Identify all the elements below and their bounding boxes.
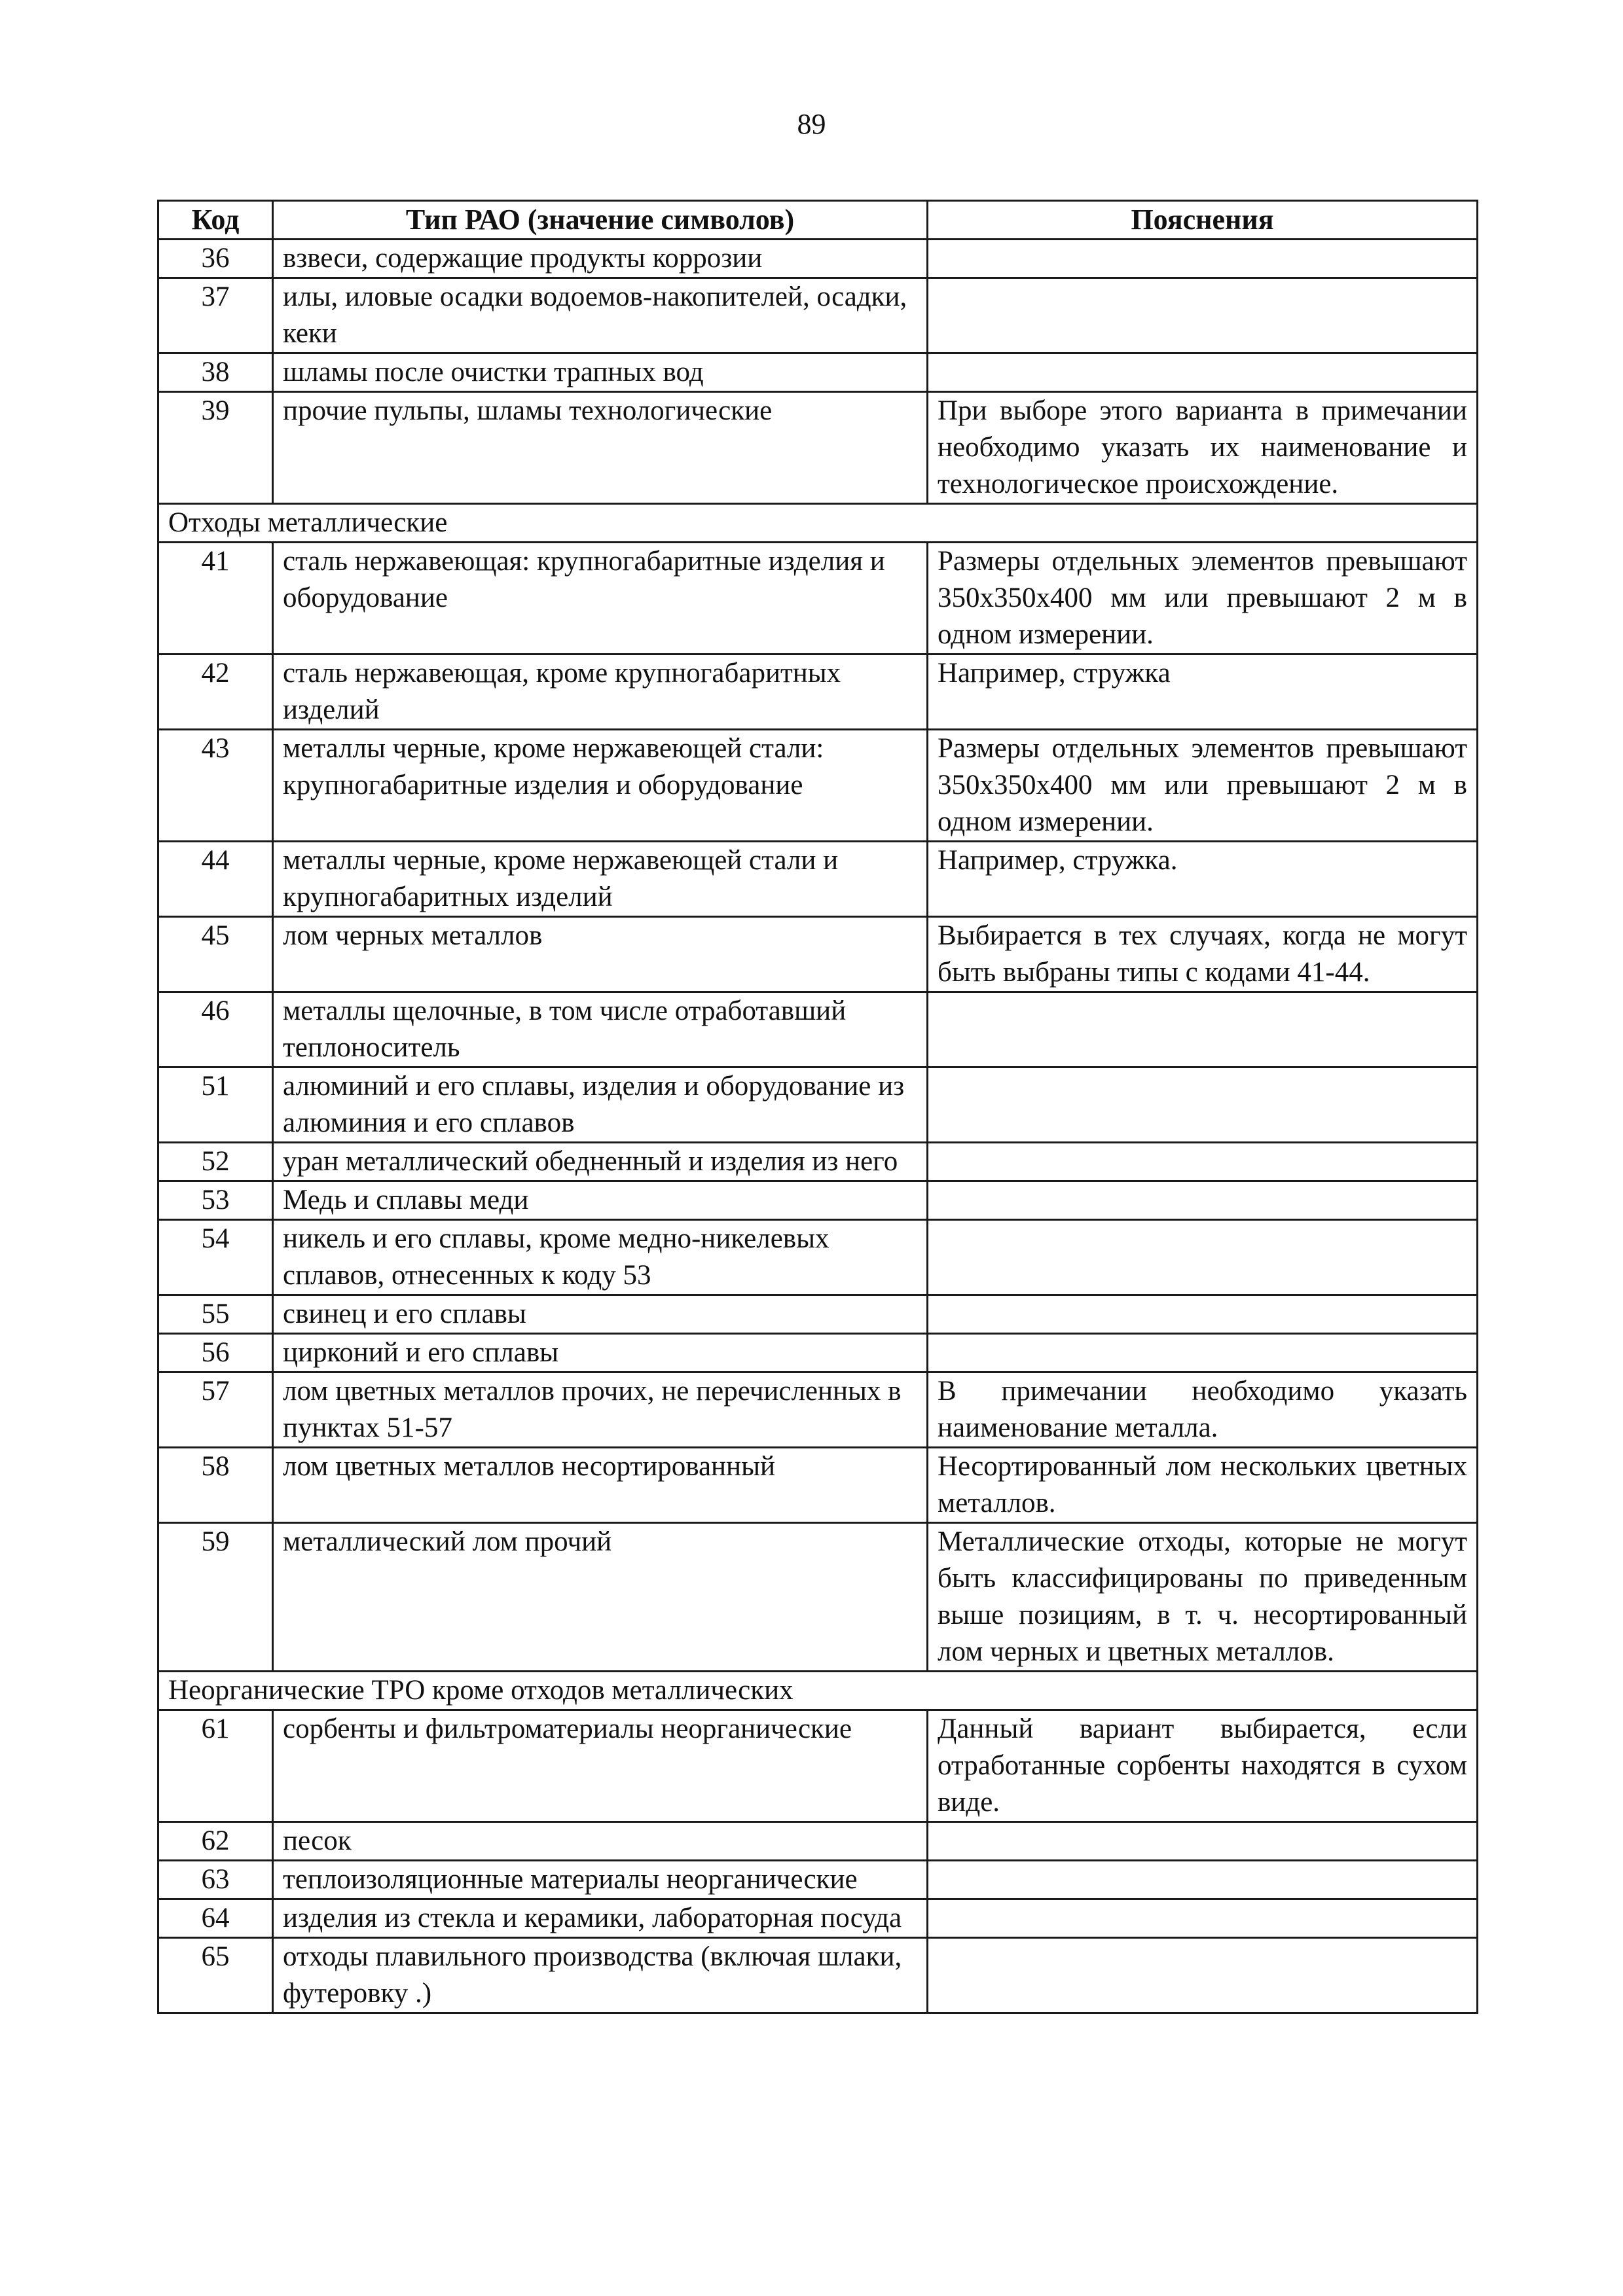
table-body [158,240,1478,2013]
table-row [158,842,1478,917]
notes-cell: При выборе этого варианта в примечании необходимо указать их наименование и технологическое происхождение. [928,392,1478,504]
code-cell: 57 [158,1372,273,1448]
table-row [158,1822,1478,1861]
table-row [158,1067,1478,1143]
code-cell: 36 [158,240,273,278]
notes-cell [928,1938,1478,2013]
table-row [158,1295,1478,1334]
code-cell: 61 [158,1710,273,1822]
section-row [158,1672,1478,1710]
type-cell: лом черных металлов [273,917,928,992]
notes-cell [928,1861,1478,1899]
code-cell: 51 [158,1067,273,1143]
code-cell: 42 [158,655,273,730]
table-row [158,1899,1478,1938]
notes-cell [928,1067,1478,1143]
notes-cell [928,1295,1478,1334]
code-cell: 45 [158,917,273,992]
type-cell: сталь нержавеющая, кроме крупногабаритных изделий [273,655,928,730]
notes-cell [928,1334,1478,1372]
notes-cell [928,1143,1478,1181]
table-row [158,992,1478,1067]
page-number: 89 [797,108,826,140]
code-cell: 65 [158,1938,273,2013]
notes-cell: Выбирается в тех случаях, когда не могут быть выбраны типы с кодами 41-44. [928,917,1478,992]
code-cell: 41 [158,543,273,655]
table-row [158,278,1478,353]
code-cell: 38 [158,353,273,392]
table-row [158,1448,1478,1523]
type-cell: металлический лом прочий [273,1523,928,1672]
table-header-row [158,201,1478,240]
notes-cell [928,1220,1478,1295]
type-cell: цирконий и его сплавы [273,1334,928,1372]
type-cell: теплоизоляционные материалы неорганические [273,1861,928,1899]
code-cell: 64 [158,1899,273,1938]
type-cell: лом цветных металлов прочих, не перечисленных в пунктах 51-57 [273,1372,928,1448]
table-row [158,1181,1478,1220]
notes-cell: Например, стружка [928,655,1478,730]
type-cell: Медь и сплавы меди [273,1181,928,1220]
table-row [158,1143,1478,1181]
table-row [158,1523,1478,1672]
code-cell: 53 [158,1181,273,1220]
code-cell: 63 [158,1861,273,1899]
type-cell: отходы плавильного производства (включая шлаки, футеровку .) [273,1938,928,2013]
code-cell: 55 [158,1295,273,1334]
table-row [158,1710,1478,1822]
notes-cell: Данный вариант выбирается, если отработанные сорбенты находятся в сухом виде. [928,1710,1478,1822]
code-cell: 62 [158,1822,273,1861]
table-row [158,1861,1478,1899]
notes-cell [928,353,1478,392]
type-cell: уран металлический обедненный и изделия из него [273,1143,928,1181]
type-cell: шламы после очистки трапных вод [273,353,928,392]
type-cell: металлы черные, кроме нержавеющей стали: крупногабаритные изделия и оборудование [273,730,928,842]
table-row [158,353,1478,392]
code-cell: 54 [158,1220,273,1295]
code-cell: 43 [158,730,273,842]
section-row [158,504,1478,543]
type-cell: сталь нержавеющая: крупногабаритные изделия и оборудование [273,543,928,655]
type-cell: свинец и его сплавы [273,1295,928,1334]
notes-cell: В примечании необходимо указать наименование металла. [928,1372,1478,1448]
notes-cell [928,1181,1478,1220]
code-cell: 46 [158,992,273,1067]
header-type: Тип РАО (значение символов) [273,201,928,240]
table-row [158,1220,1478,1295]
code-cell: 39 [158,392,273,504]
rao-types-table [157,200,1478,2014]
type-cell: песок [273,1822,928,1861]
type-cell: сорбенты и фильтроматериалы неорганические [273,1710,928,1822]
notes-cell: Например, стружка. [928,842,1478,917]
header-code: Код [158,201,273,240]
code-cell: 56 [158,1334,273,1372]
table-row [158,655,1478,730]
type-cell: прочие пульпы, шламы технологические [273,392,928,504]
code-cell: 58 [158,1448,273,1523]
table-row [158,1372,1478,1448]
notes-cell: Размеры отдельных элементов превышают 350х350х400 мм или превышают 2 м в одном измерении. [928,730,1478,842]
notes-cell [928,1822,1478,1861]
type-cell: металлы щелочные, в том числе отработавший теплоноситель [273,992,928,1067]
code-cell: 44 [158,842,273,917]
table-row [158,240,1478,278]
notes-cell [928,1899,1478,1938]
type-cell: металлы черные, кроме нержавеющей стали и крупногабаритных изделий [273,842,928,917]
code-cell: 52 [158,1143,273,1181]
header-notes: Пояснения [928,201,1478,240]
notes-cell: Металлические отходы, которые не могут быть классифицированы по приведенным выше позициям, в т. ч. несортированный лом черных и цветных металлов. [928,1523,1478,1672]
type-cell: алюминий и его сплавы, изделия и оборудование из алюминия и его сплавов [273,1067,928,1143]
notes-cell [928,992,1478,1067]
type-cell: взвеси, содержащие продукты коррозии [273,240,928,278]
table-row [158,543,1478,655]
notes-cell [928,240,1478,278]
section-title: Неорганические ТРО кроме отходов металлических [158,1672,1478,1710]
table-row [158,1938,1478,2013]
section-title: Отходы металлические [158,504,1478,543]
notes-cell: Размеры отдельных элементов превышают 350х350х400 мм или превышают 2 м в одном измерении. [928,543,1478,655]
notes-cell: Несортированный лом нескольких цветных металлов. [928,1448,1478,1523]
code-cell: 59 [158,1523,273,1672]
type-cell: изделия из стекла и керамики, лабораторная посуда [273,1899,928,1938]
type-cell: никель и его сплавы, кроме медно-никелевых сплавов, отнесенных к коду 53 [273,1220,928,1295]
code-cell: 37 [158,278,273,353]
type-cell: илы, иловые осадки водоемов-накопителей, осадки, кеки [273,278,928,353]
table-row [158,730,1478,842]
table-row [158,392,1478,504]
table-row [158,917,1478,992]
type-cell: лом цветных металлов несортированный [273,1448,928,1523]
table-row [158,1334,1478,1372]
notes-cell [928,278,1478,353]
